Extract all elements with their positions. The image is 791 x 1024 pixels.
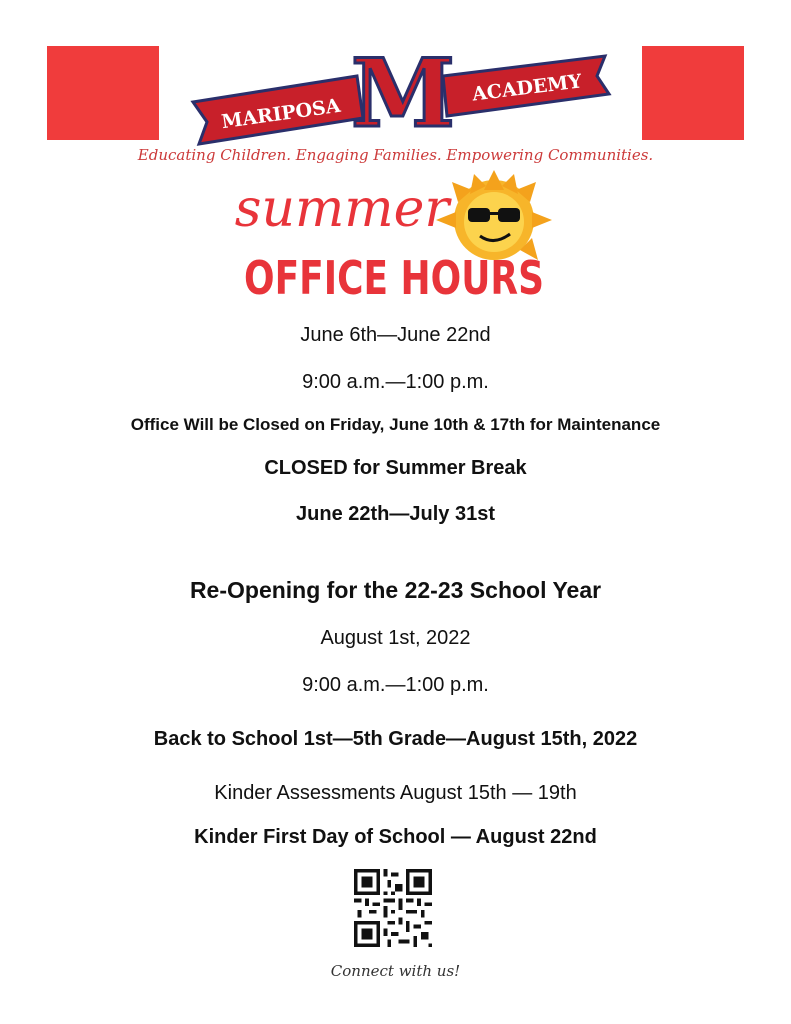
reopening-heading: Re-Opening for the 22-23 School Year [189,577,602,603]
hours-dates: June 6th—June 22nd [300,324,491,346]
connect-with-us: Connect with us! [330,962,461,980]
school-tagline: Educating Children. Engaging Families. Empowering Communities. [137,146,654,164]
header-red-block-right [642,46,744,140]
closure-note: Office Will be Closed on Friday, June 10th & 17th for Maintenance [130,415,661,434]
kinder-assessments: Kinder Assessments August 15th — 19th [214,782,577,804]
reopening-time: 9:00 a.m.—1:00 p.m. [302,674,489,696]
office-hours-headline: OFFICE HOURS [244,251,544,305]
summer-office-hours-graphic [222,168,567,303]
hours-time: 9:00 a.m.—1:00 p.m. [302,371,489,393]
logo-right-word: ACADEMY [470,70,584,106]
summer-script-word: summer [234,179,450,239]
school-logo [185,40,615,150]
summer-break-dates: June 22th—July 31st [296,503,495,525]
qr-code-icon[interactable] [354,869,432,947]
logo-initial: M [350,39,456,149]
reopening-date: August 1st, 2022 [320,627,471,649]
header-red-block-left [47,46,159,140]
back-to-school: Back to School 1st—5th Grade—August 15th, 2022 [153,728,638,750]
summer-break-label: CLOSED for Summer Break [264,457,527,479]
kinder-first-day: Kinder First Day of School — August 22nd [194,826,597,848]
logo-left-word: MARIPOSA [220,94,342,134]
